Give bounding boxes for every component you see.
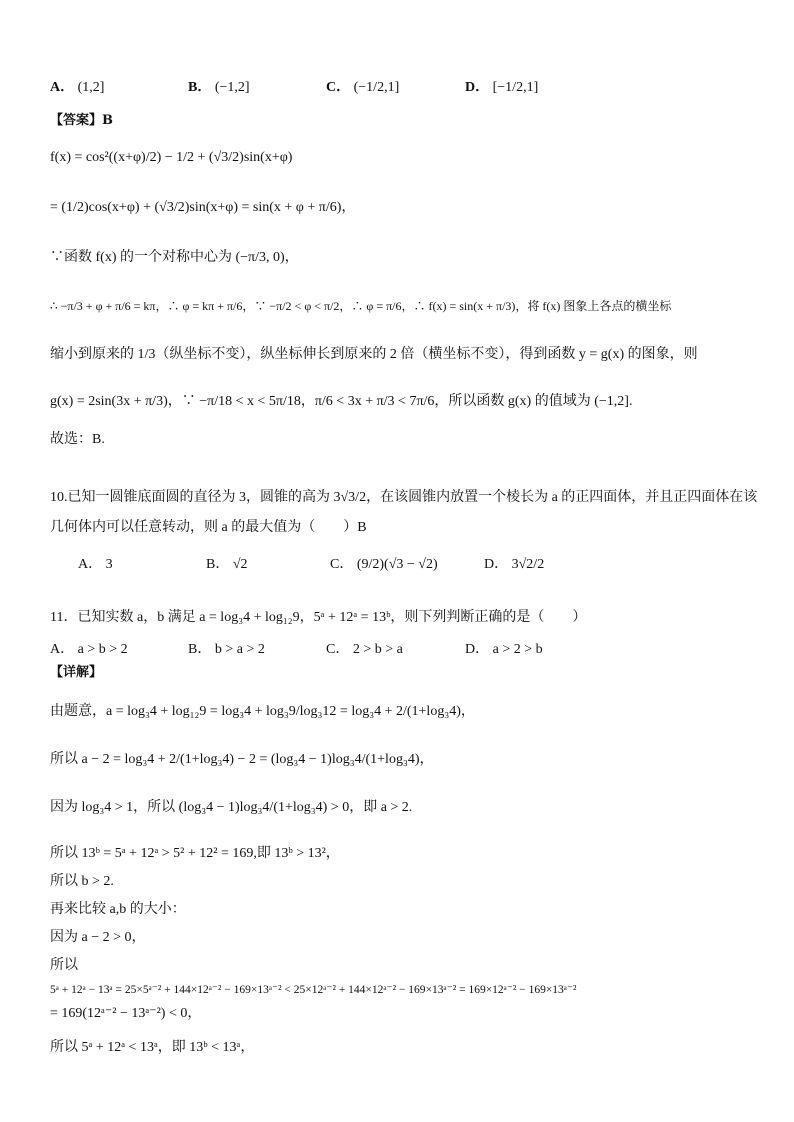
q9-answer-label: 【答案】B (50, 113, 113, 128)
q11-solution-line: 5ᵃ + 12ᵃ − 13ᵃ = 25×5ᵃ⁻² + 144×12ᵃ⁻² − 169×13ᵃ⁻² < 25×12ᵃ⁻² + 144×12ᵃ⁻² − 169×13ᵃ⁻² = 169×12ᵃ⁻² − 169×13ᵃ⁻² (50, 984, 577, 996)
q9-solution-line: ∴ −π/3 + φ + π/6 = kπ，∴ φ = kπ + π/6，∵ −π/2 < φ < π/2，∴ φ = π/6，∴ f(x) = sin(x + π/3)，将 f(x) 图象上各点的横坐标 (50, 299, 672, 313)
q11-solution-line: 所以 5ᵃ + 12ᵃ < 13ᵃ，即 13ᵇ < 13ᵃ， (50, 1040, 255, 1055)
option-label: C． (326, 642, 350, 657)
q10-option-b (206, 553, 248, 573)
option-label: C． (330, 557, 354, 572)
q9-option-d (465, 76, 538, 96)
option-text: [−1/2,1] (492, 80, 539, 95)
q9-option-a (50, 76, 104, 96)
q9-solution-line: f(x) = cos²((x+φ)/2) − 1/2 + (√3/2)sin(x+φ) (50, 150, 293, 165)
option-label: D． (484, 557, 509, 572)
q11-option-a (50, 638, 128, 658)
option-label: A． (50, 80, 75, 95)
option-label: D． (465, 642, 490, 657)
q11-solution-line: = 169(12ᵃ⁻² − 13ᵃ⁻²) < 0， (50, 1006, 202, 1021)
q11-solution-line: 因为 a − 2 > 0， (50, 930, 146, 945)
q9-option-b (188, 76, 250, 96)
option-text: b > a > 2 (214, 642, 265, 657)
q11-solution-line: 所以 13ᵇ = 5ᵃ + 12ᵃ > 5² + 12² = 169,即 13ᵇ > 13²， (50, 846, 340, 861)
option-text: 3 (105, 557, 113, 572)
q9-solution-line: 故选：B. (50, 432, 105, 447)
option-text: (9/2)(√3 − √2) (356, 557, 438, 572)
q11-solution-line: 所以 b > 2. (50, 874, 114, 889)
q11-stem: 11．已知实数 a，b 满足 a = log₃4 + log₁₂9，5ᵃ + 12ᵃ = 13ᵇ，则下列判断正确的是（ ） (50, 610, 587, 625)
q11-option-b (188, 638, 265, 658)
q11-solution-line: 所以 a − 2 = log₃4 + 2/(1+log₃4) − 2 = (log₃4 − 1)log₃4/(1+log₃4)， (50, 752, 434, 767)
option-text: √2 (232, 557, 248, 572)
q10-stem-line: 10.已知一圆锥底面圆的直径为 3，圆锥的高为 3√3/2，在该圆锥内放置一个棱长为 a 的正四面体，并且正四面体在该 (50, 490, 758, 505)
option-label: A． (78, 557, 103, 572)
option-label: D． (465, 80, 490, 95)
q11-option-d (465, 638, 543, 658)
q9-solution-line: ∵函数 f(x) 的一个对称中心为 (−π/3, 0)， (50, 250, 299, 265)
q9-option-c (326, 76, 399, 96)
option-text: a > 2 > b (492, 642, 543, 657)
q11-solution-line: 因为 log₃4 > 1，所以 (log₃4 − 1)log₃4/(1+log₃4) > 0，即 a > 2. (50, 800, 413, 815)
q9-solution-line: g(x) = 2sin(3x + π/3)，∵ −π/18 < x < 5π/18，π/6 < 3x + π/3 < 7π/6，所以函数 g(x) 的值域为 (−1,2]. (50, 394, 633, 409)
q9-solution-line: 缩小到原来的 1/3（纵坐标不变），纵坐标伸长到原来的 2 倍（横坐标不变），得到函数 y = g(x) 的图象，则 (50, 347, 698, 362)
option-text: a > b > 2 (77, 642, 128, 657)
q10-stem-line: 几何体内可以任意转动，则 a 的最大值为（ ）B (50, 520, 367, 535)
option-label: B． (188, 80, 212, 95)
option-text: 3√2/2 (511, 557, 545, 572)
q10-option-a (78, 553, 113, 573)
q10-option-d (484, 553, 544, 573)
option-text: (1,2] (77, 80, 105, 95)
q11-solution-line: 再来比较 a,b 的大小： (50, 902, 186, 917)
option-text: 2 > b > a (352, 642, 403, 657)
q11-solution-line: 所以 (50, 958, 78, 973)
q11-solution-line: 由题意，a = log₃4 + log₁₂9 = log₃4 + log₃9/log₃12 = log₃4 + 2/(1+log₃4)， (50, 704, 475, 719)
option-label: A． (50, 642, 75, 657)
q11-detail-label: 【详解】 (50, 665, 103, 680)
option-text: (−1,2] (214, 80, 250, 95)
option-label: C． (326, 80, 351, 95)
q10-option-c (330, 553, 438, 573)
q11-option-c (326, 638, 403, 658)
q9-solution-line: = (1/2)cos(x+φ) + (√3/2)sin(x+φ) = sin(x + φ + π/6)， (50, 200, 356, 215)
option-label: B． (188, 642, 212, 657)
option-label: B． (206, 557, 230, 572)
option-text: (−1/2,1] (353, 80, 400, 95)
